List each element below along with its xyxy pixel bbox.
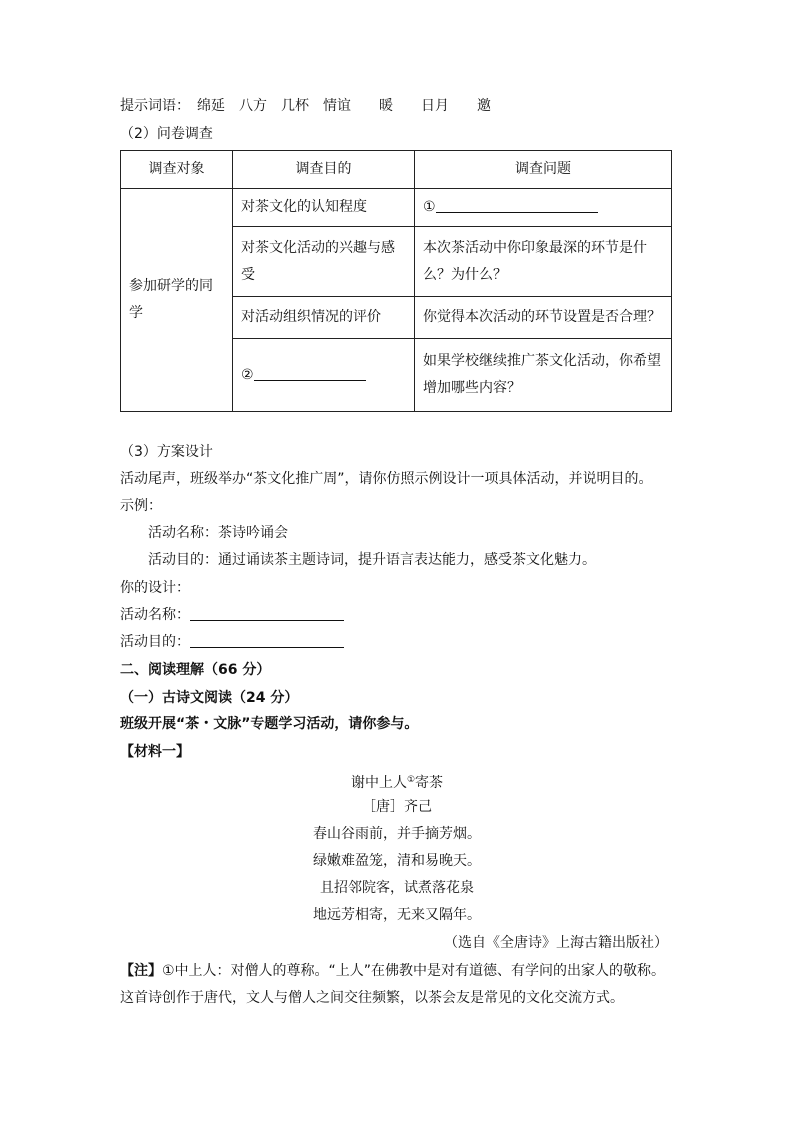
- activity-goal-field: [120, 632, 344, 652]
- activity-goal-blank[interactable]: [190, 633, 344, 648]
- example-label: 示例：: [120, 498, 162, 514]
- row4-question: 如果学校继续推广茶文化活动，你希望增加哪些内容？: [415, 339, 672, 412]
- row1-question: [415, 189, 672, 227]
- plan-heading: （3）方案设计: [120, 444, 213, 460]
- reading-subsection-title: （一）古诗文阅读（24 分）: [120, 690, 299, 706]
- header-purpose: 调查目的: [233, 151, 415, 189]
- poem-line: 地远芳相寄，无来又隔年。: [313, 907, 481, 923]
- material-label: 【材料一】: [120, 744, 190, 760]
- reading-section-title: 二、阅读理解（66 分）: [120, 662, 271, 678]
- poem-line: 且招邻院客，试煮落花泉: [320, 880, 474, 896]
- activity-name-label: 活动名称：: [120, 607, 190, 623]
- survey-table: [120, 150, 672, 412]
- note-label: 【注】: [120, 963, 162, 979]
- note-line-2: 这首诗创作于唐代，文人与僧人之间交往频繁，以茶会友是常见的文化交流方式。: [120, 990, 624, 1006]
- survey-heading: （2）问卷调查: [120, 126, 213, 142]
- table-header-row: [121, 151, 672, 189]
- survey-target: 参加研学的同学: [121, 189, 233, 412]
- poem-title-part1: 谢中上人: [350, 775, 407, 791]
- note-text-1: ①中上人：对僧人的尊称。“上人”在佛教中是对有道德、有学问的出家人的敬称。: [162, 963, 666, 979]
- row3-question: 你觉得本次活动的环节设置是否合理？: [415, 297, 672, 339]
- plan-intro: 活动尾声，班级举办“茶文化推广周”，请你仿照示例设计一项具体活动，并说明目的。: [120, 471, 653, 487]
- blank-marker-2: ②: [241, 366, 254, 383]
- blank-marker-1: ①: [423, 199, 436, 215]
- example-goal: 活动目的：通过诵读茶主题诗词，提升语言表达能力，感受茶文化魅力。: [148, 552, 596, 568]
- header-target: 调查对象: [121, 151, 233, 189]
- activity-goal-label: 活动目的：: [120, 634, 190, 650]
- poem-source: （选自《全唐诗》上海古籍出版社）: [444, 935, 668, 951]
- row3-purpose: 对活动组织情况的评价: [233, 297, 415, 339]
- poem-line: 春山谷雨前，并手摘芳烟。: [313, 826, 481, 842]
- poem-author: ［唐］齐己: [362, 799, 432, 815]
- hint-words: 提示词语： 绵延 八方 几杯 情谊 暖 日月 邀: [120, 98, 491, 114]
- row2-purpose: 对茶文化活动的兴趣与感受: [233, 227, 415, 297]
- activity-name-blank[interactable]: [190, 606, 344, 621]
- footnote-mark: ①: [406, 775, 416, 785]
- row2-question: 本次茶活动中你印象最深的环节是什么？为什么？: [415, 227, 672, 297]
- row4-purpose: [233, 339, 415, 412]
- header-question: 调查问题: [415, 151, 672, 189]
- table-row: [121, 189, 672, 227]
- poem-title-part2: 寄茶: [415, 775, 444, 791]
- answer-blank-2[interactable]: [254, 366, 366, 381]
- row1-purpose: 对茶文化的认知程度: [233, 189, 415, 227]
- answer-blank-1[interactable]: [436, 198, 598, 213]
- poem-line: 绿嫩难盈笼，清和易晚天。: [313, 853, 481, 869]
- reading-task: 班级开展“茶・文脉”专题学习活动，请你参与。: [120, 716, 419, 732]
- example-name: 活动名称：茶诗吟诵会: [148, 525, 288, 541]
- your-design-label: 你的设计：: [120, 580, 190, 596]
- note-line-1: [120, 961, 665, 981]
- poem-title: [0, 770, 794, 793]
- activity-name-field: [120, 605, 344, 625]
